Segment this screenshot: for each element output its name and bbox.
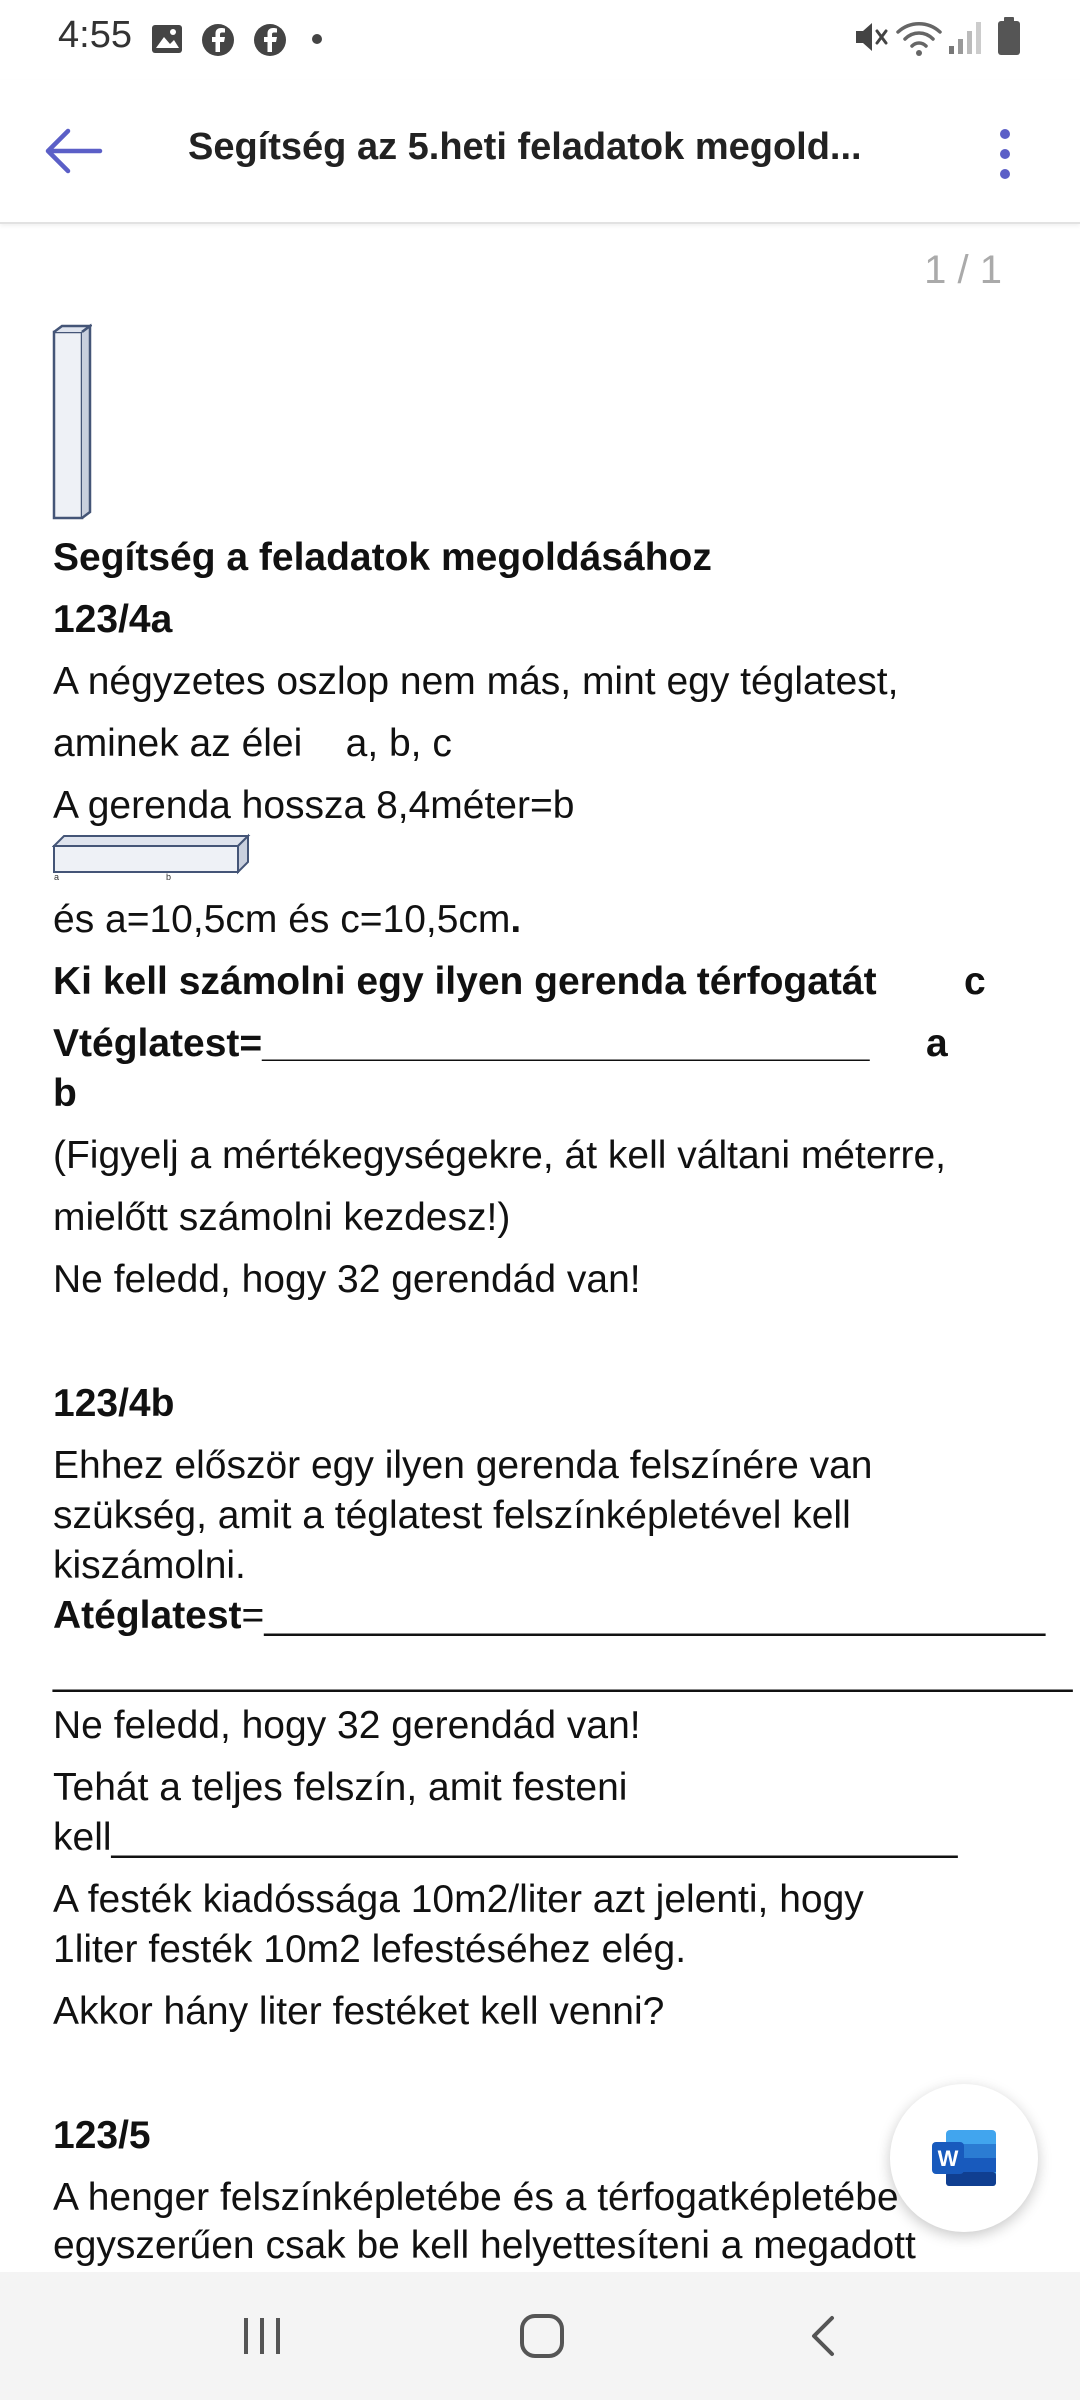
text-line: szükség, amit a téglatest felszínképletével kell <box>53 1494 851 1537</box>
doc-heading: Segítség a feladatok megoldásához <box>53 536 712 579</box>
status-time: 4:55 <box>58 14 132 56</box>
text-line: Ne feledd, hogy 32 gerendád van! <box>53 1704 641 1747</box>
text-line: Ehhez először egy ilyen gerenda felszínére van <box>53 1444 873 1487</box>
mute-icon <box>852 18 890 56</box>
label-c: c <box>964 960 986 1003</box>
section-title-5: 123/5 <box>53 2114 151 2157</box>
beam-drawing <box>52 832 252 882</box>
page-indicator: 1 / 1 <box>924 248 1002 292</box>
signal-icon <box>946 18 984 56</box>
text-line: A négyzetes oszlop nem más, mint egy téglatest, <box>53 660 899 703</box>
text-line: A henger felszínképletébe és a térfogatképletébe <box>53 2176 899 2219</box>
dot-icon <box>310 32 324 46</box>
system-nav-bar <box>0 2272 1080 2400</box>
text-line: kell_______________________________________ <box>53 1816 958 1859</box>
surface-formula: Atéglatest=____________________________________ <box>53 1594 1046 1637</box>
text-line: Ne feledd, hogy 32 gerendád van! <box>53 1258 641 1301</box>
text-line: Akkor hány liter festéket kell venni? <box>53 1990 665 2033</box>
svg-text:b: b <box>166 872 172 882</box>
section-title-4a: 123/4a <box>53 598 173 641</box>
facebook-icon <box>252 22 288 58</box>
facebook-icon <box>200 22 236 58</box>
arrow-left-icon[interactable] <box>40 116 110 186</box>
microsoft-word-icon <box>930 2128 998 2188</box>
more-vertical-icon[interactable] <box>990 124 1020 184</box>
image-icon <box>150 22 184 56</box>
text-line: (Figyelj a mértékegységekre, át kell váltani méterre, <box>53 1134 947 1177</box>
text-line: mielőtt számolni kezdesz!) <box>53 1196 511 1239</box>
text-line: aminek az élei a, b, c <box>53 722 452 765</box>
svg-text:W: W <box>937 2146 959 2171</box>
text-line: A festék kiadóssága 10m2/liter azt jelenti, hogy <box>53 1878 864 1921</box>
recent-apps-icon[interactable] <box>238 2312 286 2360</box>
text-line: Tehát a teljes felszín, amit festeni <box>53 1766 628 1809</box>
battery-icon <box>996 16 1022 56</box>
document-title: Segítség az 5.heti feladatok megold... <box>188 126 862 168</box>
text-line-bold: Ki kell számolni egy ilyen gerenda térfogatát <box>53 960 877 1003</box>
text-line: és a=10,5cm és c=10,5cm. <box>53 898 522 941</box>
label-b: b <box>53 1072 77 1115</box>
section-title-4b: 123/4b <box>53 1382 175 1425</box>
home-icon[interactable] <box>516 2310 568 2362</box>
app-bar <box>0 80 1080 224</box>
text-line: kiszámolni. <box>53 1544 246 1587</box>
wifi-icon <box>896 18 942 58</box>
square-prism-drawing <box>52 322 92 522</box>
text-line: A gerenda hossza 8,4méter=b <box>53 784 575 827</box>
text-line: egyszerűen csak be kell helyettesíteni a megadott <box>53 2224 916 2267</box>
svg-text:a: a <box>54 872 60 882</box>
label-a: a <box>926 1022 948 1065</box>
text-line: 1liter festék 10m2 lefestéséhez elég. <box>53 1928 687 1971</box>
blank-line: _______________________________________________ <box>53 1650 1073 1693</box>
volume-formula: Vtéglatest=____________________________ <box>53 1022 870 1065</box>
back-nav-icon[interactable] <box>800 2312 848 2360</box>
open-in-word-button[interactable] <box>890 2084 1038 2232</box>
status-bar <box>0 0 1080 80</box>
